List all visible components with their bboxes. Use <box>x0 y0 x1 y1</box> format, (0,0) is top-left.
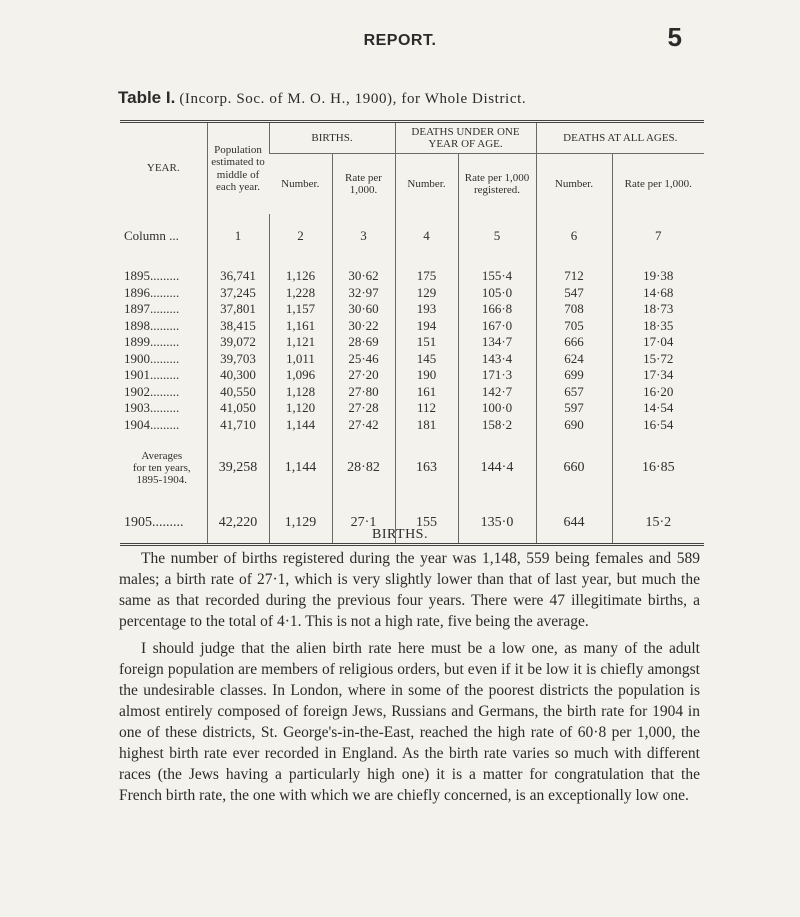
table-cell: 3 <box>332 214 395 258</box>
table-cell: 30·60 <box>332 301 395 318</box>
table-cell: 181 <box>395 417 458 434</box>
table-cell: 194 <box>395 318 458 335</box>
table-cell: 27·28 <box>332 400 395 417</box>
paragraph: I should judge that the alien birth rate here must be a low one, as many of the adult foreign population are members of religious orders, but even if it be low it is chiefly amongst the undesirable classes. In London, where in some of the poorest districts the population is almost entirely composed of foreign Jews, Russians and Germans, the birth rate for 1904 in one of these districts, St. George's-in-the-East, reached the high rate of 60·8 per 1,000, the highest birth rate ever recorded in England. As the birth rate varies so much with different races (the Jews having a particularly high one) it is a matter for congratulation that the French birth rate, the one with which we are chiefly concerned, is an exceptionally low one. <box>119 640 700 804</box>
averages-label-line1: Averages <box>141 450 183 462</box>
table-cell: 1905......... <box>124 514 184 530</box>
table-cell: 155·4 <box>458 268 536 285</box>
table-cell: 27·80 <box>332 384 395 401</box>
table-cell: 27·42 <box>332 417 395 434</box>
table-cell: 129 <box>395 285 458 302</box>
table-caption-lead: Table I. <box>118 88 176 107</box>
table-cell: 135·0 <box>458 503 536 545</box>
table-cell: 5 <box>458 214 536 258</box>
table-row <box>120 285 704 302</box>
table-cell: 1,011 <box>269 351 332 368</box>
table-cell: 144·4 <box>458 433 536 503</box>
table-cell: 17·34 <box>612 367 704 384</box>
table-cell: 1,128 <box>269 384 332 401</box>
table-row <box>120 351 704 368</box>
table-cell: 37,801 <box>207 301 269 318</box>
table-cell: 112 <box>395 400 458 417</box>
table-cell: 699 <box>536 367 612 384</box>
table-cell: 18·35 <box>612 318 704 335</box>
table-cell: 1897......... <box>124 301 180 316</box>
table-row <box>120 334 704 351</box>
table-cell: 1,144 <box>269 417 332 434</box>
table-cell: 28·69 <box>332 334 395 351</box>
table-cell: Column ... <box>124 227 179 243</box>
table-cell: 15·2 <box>612 503 704 545</box>
table-cell: 1901......... <box>124 367 180 382</box>
table-cell: 39,258 <box>207 433 269 503</box>
table-cell: 193 <box>395 301 458 318</box>
section-title: BIRTHS. <box>372 527 428 542</box>
table-cell: 158·2 <box>458 417 536 434</box>
table-cell: 163 <box>395 433 458 503</box>
body-text <box>119 548 700 812</box>
table-cell: 1902......... <box>124 383 180 399</box>
table-cell: 705 <box>536 318 612 335</box>
header-deaths-under-one: DEATHS UNDER ONE YEAR OF AGE. <box>395 122 536 154</box>
table-cell: 17·04 <box>612 334 704 351</box>
table-cell: 28·82 <box>332 433 395 503</box>
table-cell: 1,120 <box>269 400 332 417</box>
header-deaths-under-one-rate: Rate per 1,000 registered. <box>458 154 536 215</box>
page-number: 5 <box>667 22 682 52</box>
table-cell: 660 <box>536 433 612 503</box>
paragraph: The number of births registered during the year was 1,148, 559 being females and 589 males; a birth rate of 27·1, which is very slightly lower than that of last year, but much the same as that recorded during the previous four years. There were 47 illegitimate births, a percentage to the total of 4·1. This is not a high rate, five being the average. <box>119 550 700 630</box>
statistics-table <box>120 120 704 546</box>
table-cell: 105·0 <box>458 285 536 302</box>
table-cell: 36,741 <box>207 268 269 285</box>
header-deaths-all-number: Number. <box>536 154 612 215</box>
table-cell: 1,161 <box>269 318 332 335</box>
table-cell: 16·85 <box>612 433 704 503</box>
table-cell: 41,050 <box>207 400 269 417</box>
table-cell: 1,096 <box>269 367 332 384</box>
table-cell: 18·73 <box>612 301 704 318</box>
table-cell: 1900......... <box>124 350 180 366</box>
averages-label-line3: 1895-1904. <box>136 474 187 486</box>
table-row <box>120 318 704 335</box>
table-cell: 1895......... <box>124 268 180 283</box>
table-cell: 155 <box>395 503 458 545</box>
table-cell: 1899......... <box>124 334 180 349</box>
table-cell: 145 <box>395 351 458 368</box>
table-cell: 690 <box>536 417 612 434</box>
table-cell: 134·7 <box>458 334 536 351</box>
table-row <box>120 367 704 384</box>
table-row <box>120 400 704 417</box>
table-cell: 27·20 <box>332 367 395 384</box>
table-cell: 1903......... <box>124 400 180 415</box>
table-cell: 666 <box>536 334 612 351</box>
table-caption-rest: (Incorp. Soc. of M. O. H., 1900), for Whole District. <box>179 91 527 107</box>
averages-label-line2: for ten years, <box>132 462 191 474</box>
table-cell: 167·0 <box>458 318 536 335</box>
table-cell: 547 <box>536 285 612 302</box>
table-row <box>120 384 704 401</box>
header-deaths-under-one-number: Number. <box>395 154 458 215</box>
table-caption <box>118 88 718 108</box>
table-cell: 1,228 <box>269 285 332 302</box>
table-cell: 708 <box>536 301 612 318</box>
table-cell: 19·38 <box>612 268 704 285</box>
table-cell: 2 <box>269 214 332 258</box>
table-row <box>120 268 704 285</box>
page-header: REPORT. <box>363 32 437 49</box>
table-cell: 38,415 <box>207 318 269 335</box>
averages-label <box>120 433 207 503</box>
table-cell: 712 <box>536 268 612 285</box>
table-cell: 171·3 <box>458 367 536 384</box>
table-cell: 39,703 <box>207 351 269 368</box>
table-cell: 30·62 <box>332 268 395 285</box>
header-births: BIRTHS. <box>269 122 395 154</box>
averages-row <box>120 433 704 503</box>
table-cell: 16·54 <box>612 417 704 434</box>
table-cell: 597 <box>536 400 612 417</box>
table-cell: 15·72 <box>612 351 704 368</box>
table-cell: 1,121 <box>269 334 332 351</box>
table-cell: 657 <box>536 384 612 401</box>
table-cell: 16·20 <box>612 384 704 401</box>
header-deaths-all-ages: DEATHS AT ALL AGES. <box>536 122 704 154</box>
table-cell: 143·4 <box>458 351 536 368</box>
table-cell: 14·54 <box>612 400 704 417</box>
header-year: YEAR. <box>146 162 180 175</box>
table-cell: 1904......... <box>124 416 180 432</box>
table-cell: 624 <box>536 351 612 368</box>
table-cell: 1,126 <box>269 268 332 285</box>
table-cell: 100·0 <box>458 400 536 417</box>
table-cell: 142·7 <box>458 384 536 401</box>
table-cell: 39,072 <box>207 334 269 351</box>
header-births-number: Number. <box>281 177 320 190</box>
table-row <box>120 417 704 434</box>
statistics-table-wrapper <box>120 120 704 546</box>
table-cell: 1,157 <box>269 301 332 318</box>
table-cell: 41,710 <box>207 417 269 434</box>
table-cell: 1,144 <box>269 433 332 503</box>
header-population: Population estimated to middle of each year. <box>207 122 269 215</box>
table-cell: 1,129 <box>269 503 332 545</box>
table-cell: 14·68 <box>612 285 704 302</box>
header-deaths-all-rate: Rate per 1,000. <box>612 154 704 215</box>
table-cell: 1 <box>207 214 269 258</box>
table-cell: 32·97 <box>332 285 395 302</box>
column-number-row <box>120 214 704 258</box>
table-cell: 166·8 <box>458 301 536 318</box>
header-births-rate: Rate per 1,000. <box>332 154 395 215</box>
table-cell: 161 <box>395 384 458 401</box>
table-cell: 1898......... <box>124 317 180 333</box>
table-row <box>120 301 704 318</box>
table-cell: 151 <box>395 334 458 351</box>
table-cell: 644 <box>536 503 612 545</box>
table-cell: 25·46 <box>332 351 395 368</box>
table-cell: 27·1 <box>332 503 395 545</box>
table-cell: 175 <box>395 268 458 285</box>
table-cell: 6 <box>536 214 612 258</box>
table-cell: 30·22 <box>332 318 395 335</box>
table-cell: 37,245 <box>207 285 269 302</box>
table-cell: 40,550 <box>207 384 269 401</box>
table-cell: 40,300 <box>207 367 269 384</box>
table-cell: 42,220 <box>207 503 269 545</box>
table-cell: 1896......... <box>124 284 180 300</box>
table-cell: 7 <box>612 214 704 258</box>
table-cell: 4 <box>395 214 458 258</box>
table-cell: 190 <box>395 367 458 384</box>
